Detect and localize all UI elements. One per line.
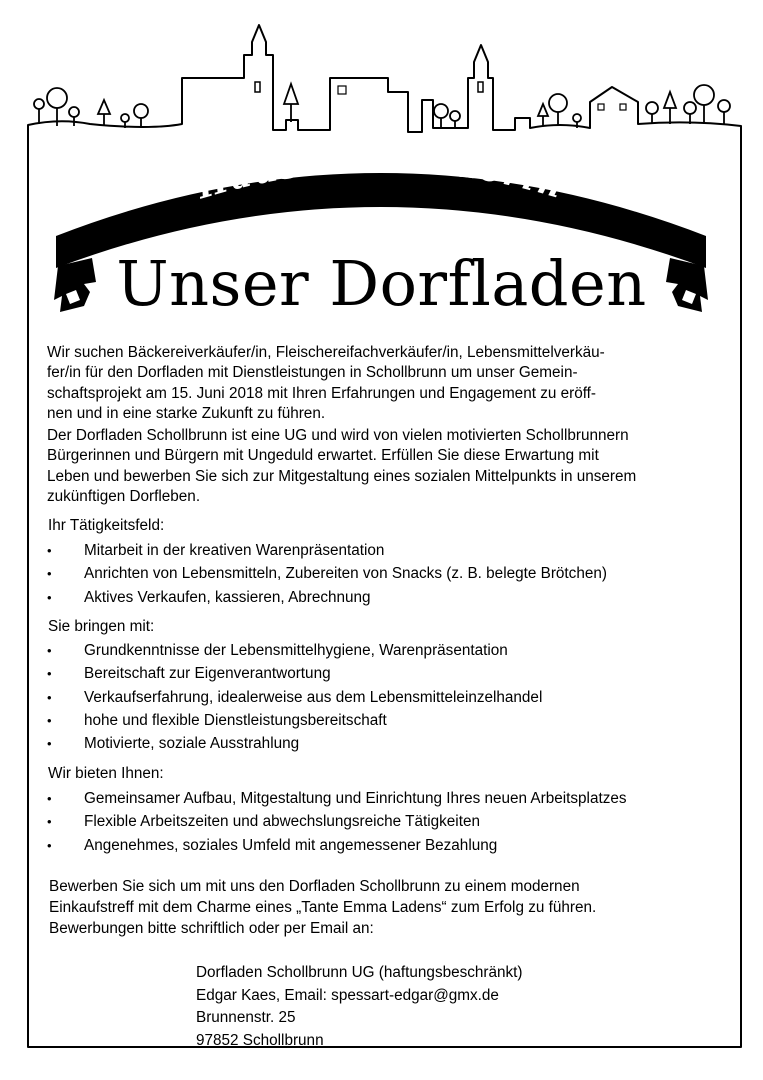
street-address: Brunnenstr. 25 [196, 1009, 296, 1026]
intro-paragraph-1: Wir suchen Bäckereiverkäufer/in, Fleischereifachverkäufer/in, Lebensmittelverkäu- fer/in für den Dorfladen mit Dienstleistungen in Schollbrunn um unser Gemein- schaftsprojekt am 15. Juni 2018 mit Ihren Erfahrungen und Engagement zu eröff- nen und in eine starke Zukunft zu führen. [47, 344, 605, 422]
page-title: Unser Dorfladen [116, 247, 647, 320]
postal-city: 97852 Schollbrunn [196, 1031, 324, 1049]
contact-email: Edgar Kaes, Email: spessart-edgar@gmx.de [196, 986, 499, 1004]
intro-paragraph-2: Der Dorfladen Schollbrunn ist eine UG und wird von vielen motivierten Schollbrunnern Bürgerinnen und Bürgern mit Ungeduld erwartet. Erfüllen Sie diese Erwartung mit Leben und bewerben Sie sich zur Mitgestaltung eines sozialen Mittelpunkts in unserem zukünftigen Dorfleben. [47, 427, 637, 505]
offer-list [47, 787, 627, 857]
list-item: • Verkaufserfahrung, idealerweise aus dem Lebensmitteleinzelhandel [47, 686, 542, 709]
closing-paragraph: Bewerben Sie sich um mit uns den Dorfladen Schollbrunn zu einem modernen Einkaufstreff mit dem Charme eines „Tante Emma Ladens“ zum Erfolg zu führen. Bewerbungen bitte schriftlich oder per Email an: [49, 878, 597, 937]
company-name: Dorfladen Schollbrunn UG (haftungsbeschränkt) [196, 964, 523, 981]
list-item: • Bereitschaft zur Eigenverantwortung [47, 662, 542, 685]
list-item: • Angenehmes, soziales Umfeld mit angemessener Bezahlung [47, 834, 627, 857]
banner-title: Haus der Bäuerin [192, 140, 570, 207]
tasks-list [47, 539, 607, 609]
tasks-heading: Ihr Tätigkeitsfeld: [48, 517, 165, 534]
offer-heading: Wir bieten Ihnen: [48, 765, 164, 782]
list-item: • Gemeinsamer Aufbau, Mitgestaltung und Einrichtung Ihres neuen Arbeitsplatzes [47, 787, 627, 810]
list-item: • Aktives Verkaufen, kassieren, Abrechnung [47, 586, 607, 609]
list-item: • hohe und flexible Dienstleistungsbereitschaft [47, 709, 542, 732]
list-item: • Motivierte, soziale Ausstrahlung [47, 732, 542, 755]
list-item: • Anrichten von Lebensmitteln, Zubereiten von Snacks (z. B. belegte Brötchen) [47, 562, 607, 585]
list-item: • Mitarbeit in der kreativen Warenpräsentation [47, 539, 607, 562]
list-item: • Grundkenntnisse der Lebensmittelhygiene, Warenpräsentation [47, 639, 542, 662]
requirements-heading: Sie bringen mit: [48, 618, 155, 635]
contact-address [196, 962, 523, 1052]
list-item: • Flexible Arbeitszeiten und abwechslungsreiche Tätigkeiten [47, 810, 627, 833]
requirements-list [47, 639, 542, 755]
